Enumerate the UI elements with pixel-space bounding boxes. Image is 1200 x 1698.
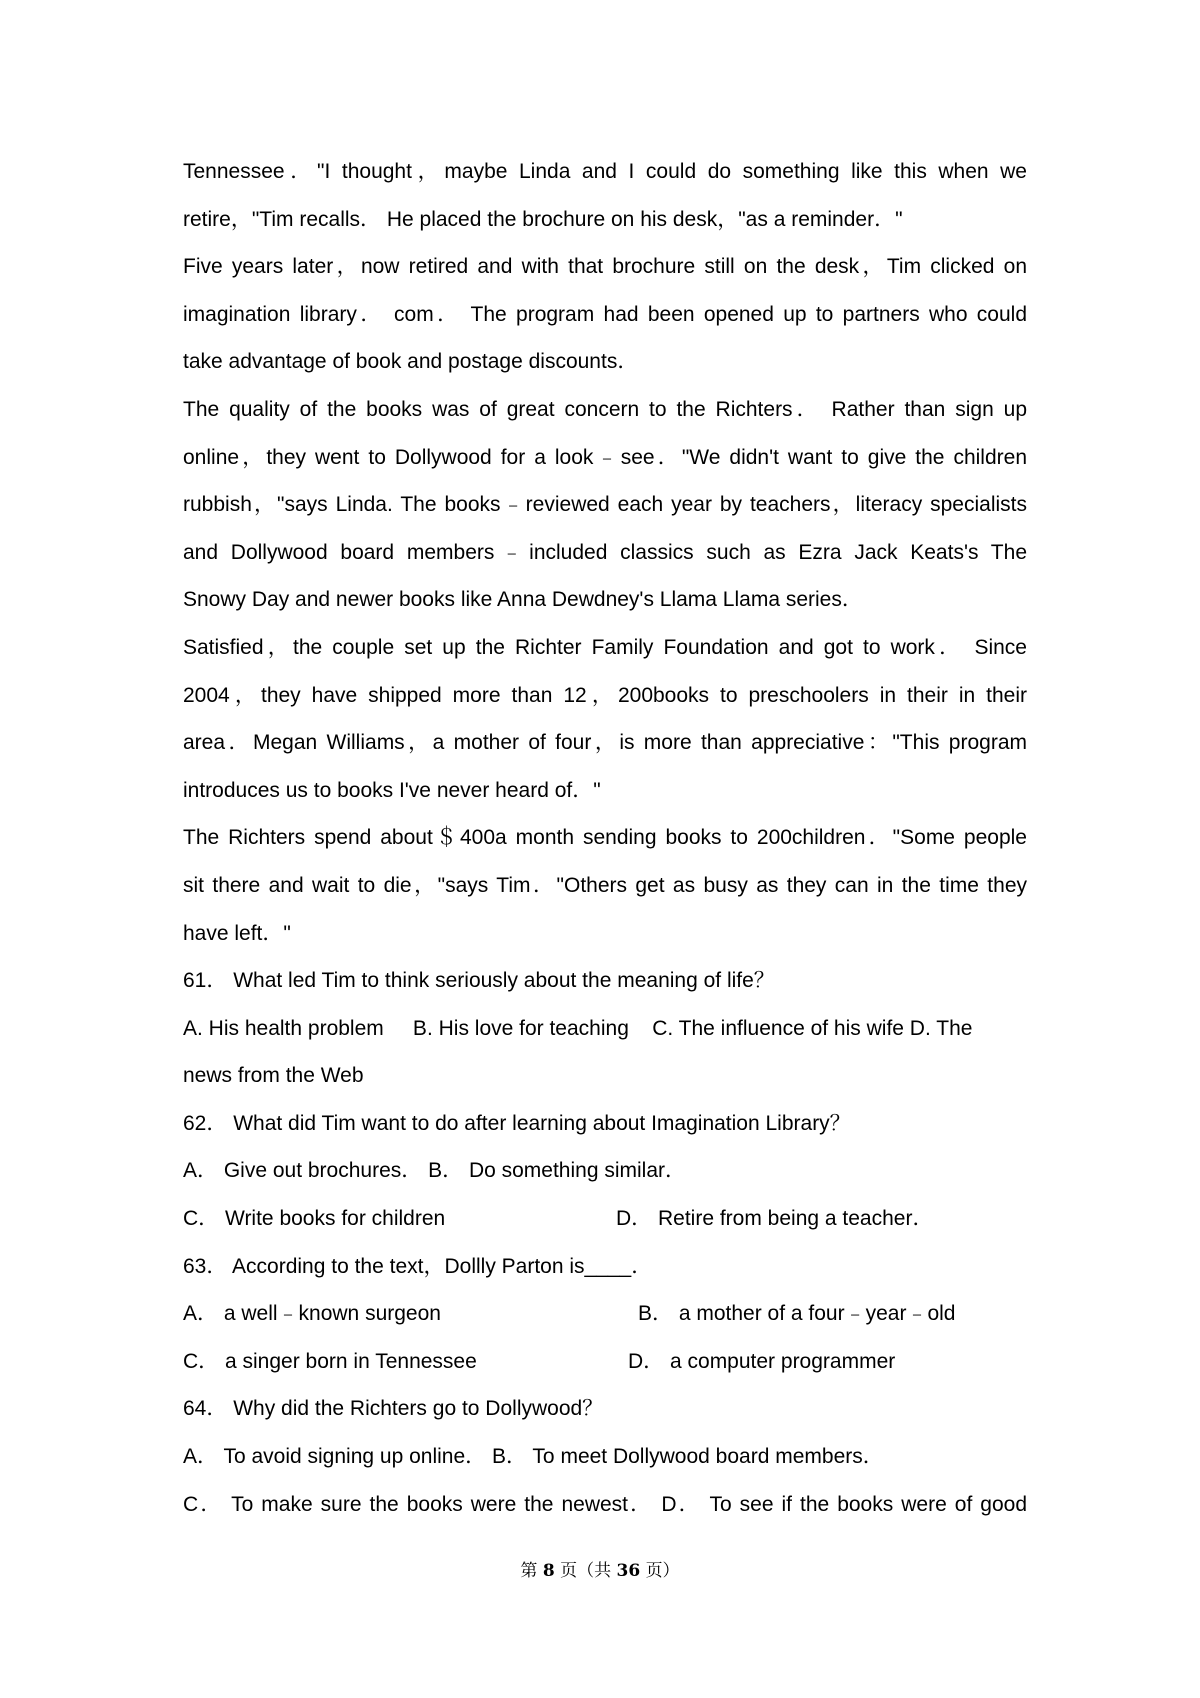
passage-line: and Dollywood board members﹣included classics such as Ezra Jack Keats's The — [183, 540, 1027, 564]
passage-line: have left．" — [183, 921, 291, 945]
footer-total-pages: 36 — [616, 1561, 641, 1581]
option-c: C． Write books for children — [183, 1207, 446, 1231]
question-options: A． To avoid signing up online． B． To meet Dollywood board members． — [183, 1445, 884, 1469]
question-options: A． Give out brochures． B． Do something similar． — [183, 1159, 687, 1183]
option-b: B． a mother of a four﹣year﹣old — [638, 1302, 956, 1326]
option-d: D． Retire from being a teacher． — [616, 1207, 934, 1231]
question-options: A. His health problem B. His love for teaching C. The influence of his wife D. The — [183, 1016, 973, 1040]
reading-passage — [183, 148, 1027, 957]
passage-line: imagination library． com． The program had been opened up to partners who could — [183, 302, 1027, 326]
footer-middle: 页（共 — [560, 1561, 612, 1581]
question-62 — [183, 1100, 1027, 1243]
question-options — [183, 1290, 1027, 1338]
option-a: A． a well﹣known surgeon — [183, 1302, 441, 1326]
passage-line: 2004，they have shipped more than 12，200books to preschoolers in their in their — [183, 683, 1027, 707]
footer-prefix: 第 — [520, 1561, 538, 1581]
question-stem: 64． Why did the Richters go to Dollywood？ — [183, 1397, 604, 1421]
question-stem: 61． What led Tim to think seriously about the meaning of life？ — [183, 969, 775, 993]
passage-line: take advantage of book and postage discounts． — [183, 350, 639, 374]
question-61 — [183, 957, 1027, 1100]
page-footer — [0, 1556, 1200, 1581]
passage-line: introduces us to books I've never heard of．" — [183, 778, 601, 802]
option-d: D． a computer programmer — [628, 1349, 896, 1373]
passage-line: Tennessee．"I thought，maybe Linda and I could do something like this when we — [183, 160, 1027, 183]
footer-suffix: 页） — [645, 1561, 680, 1581]
passage-line: area．Megan Williams，a mother of four，is more than appreciative："This program — [183, 731, 1027, 755]
passage-line: Snowy Day and newer books like Anna Dewdney's Llama Llama series． — [183, 588, 863, 612]
question-options — [183, 1195, 1027, 1243]
passage-line: rubbish，"says Linda. The books﹣reviewed each year by teachers，literacy specialists — [183, 493, 1027, 517]
question-options — [183, 1338, 1027, 1386]
passage-line: sit there and wait to die，"says Tim．"Others get as busy as they can in the time they — [183, 873, 1027, 897]
passage-line: online，they went to Dollywood for a look﹣see．"We didn't want to give the children — [183, 445, 1027, 469]
passage-line: The quality of the books was of great concern to the Richters． Rather than sign up — [183, 397, 1027, 421]
passage-line: Five years later，now retired and with that brochure still on the desk，Tim clicked on — [183, 255, 1027, 279]
passage-line: Satisfied，the couple set up the Richter Family Foundation and got to work． Since — [183, 635, 1027, 659]
passage-line: retire，"Tim recalls． He placed the brochure on his desk，"as a reminder．" — [183, 207, 903, 231]
option-c: C． a singer born in Tennessee — [183, 1349, 477, 1373]
passage-line: The Richters spend about＄400a month sending books to 200children．"Some people — [183, 826, 1027, 850]
question-options: news from the Web — [183, 1064, 364, 1088]
question-stem: 63． According to the text，Dollly Parton is____． — [183, 1254, 653, 1278]
question-64 — [183, 1385, 1027, 1528]
question-63 — [183, 1243, 1027, 1386]
footer-page-number: 8 — [542, 1561, 555, 1581]
question-stem: 62． What did Tim want to do after learning about Imagination Library？ — [183, 1111, 851, 1135]
question-options: C． To make sure the books were the newest． D． To see if the books were of good — [183, 1492, 1027, 1516]
page-body — [183, 148, 1027, 1528]
